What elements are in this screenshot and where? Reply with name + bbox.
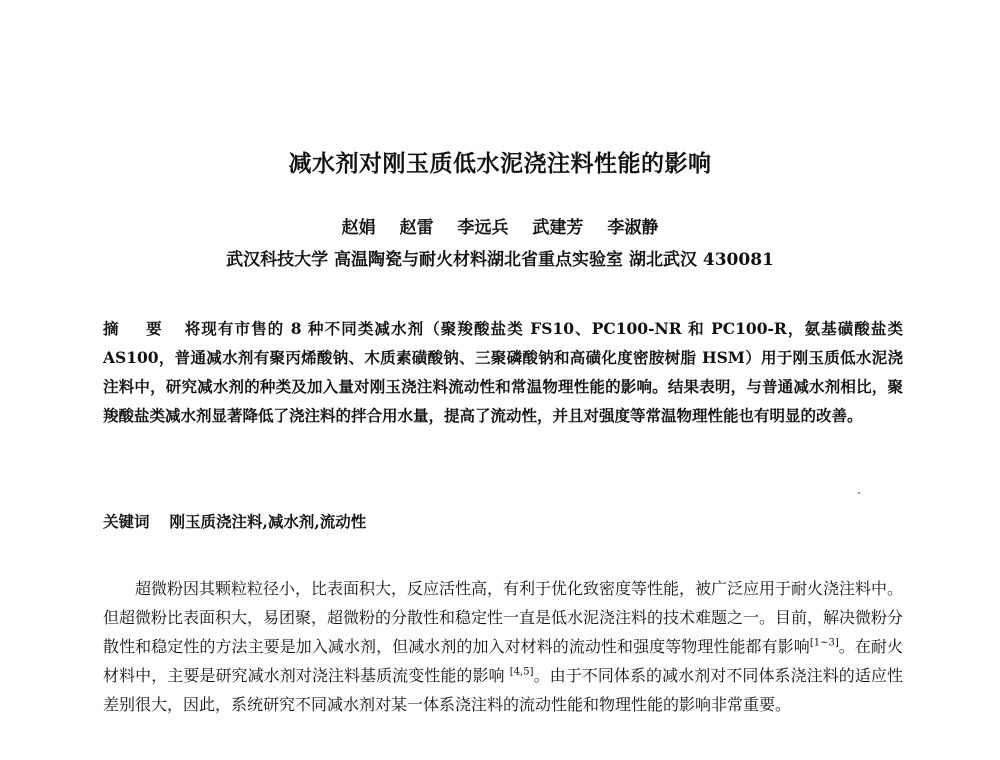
author-name: 赵雷 [399, 218, 434, 238]
author-name: 赵娟 [341, 218, 376, 238]
intro-paragraph [103, 574, 903, 719]
abstract-label: 摘 要 [103, 319, 173, 338]
keywords-label: 关键词 [103, 512, 150, 531]
author-affiliation: 武汉科技大学 高温陶瓷与耐火材料湖北省重点实验室 湖北武汉 430081 [226, 250, 774, 270]
paragraph-text: 。由于不同体系的减水剂对不同体系浇注料的适应性差别很大，因此，系统研究不同减水剂对某一体系浇注料的流动性能和物理性能的影响非常重要。 [103, 666, 903, 714]
paper-title: 减水剂对刚玉质低水泥浇注料性能的影响 [288, 151, 712, 177]
abstract-text: 将现有市售的 8 种不同类减水剂（聚羧酸盐类 FS10、PC100-NR 和 PC100-R，氨基磺酸盐类 AS100，普通减水剂有聚丙烯酸钠、木质素磺酸钠、三聚磷酸钠和高磺化度密胺树脂 HSM）用于刚玉质低水泥浇注料中，研究减水剂的种类及加入量对刚玉浇注料流动性和常温物理性能的影响。结果表明，与普通减水剂相比，聚羧酸盐类减水剂显著降低了浇注料的拌合用水量，提高了流动性，并且对强度等常温物理性能也有明显的改善。 [103, 319, 903, 425]
author-name: 武建芳 [532, 218, 584, 238]
author-name: 李远兵 [457, 218, 509, 238]
abstract-block [103, 314, 903, 430]
citation-ref: [1~3] [809, 637, 839, 649]
keywords-text: 刚玉质浇注料,减水剂,流动性 [169, 512, 367, 531]
paragraph-text: 。在耐火材料中，主要是研究减水剂对浇注料基质流变性能的影响 [103, 637, 903, 685]
keywords-block [103, 510, 903, 532]
paragraph-text: 超微粉因其颗粒粒径小，比表面积大，反应活性高，有利于优化致密度等性能，被广泛应用于耐火浇注料中。但超微粉比表面积大，易团聚，超微粉的分散性和稳定性一直是低水泥浇注料的技术难题之一。目前，解决微粉分散性和稳定性的方法主要是加入减水剂，但减水剂的加入对材料的流动性和强度等物理性能都有影响 [103, 579, 904, 656]
author-list [0, 213, 1000, 238]
scan-speck [858, 492, 860, 494]
author-name: 李淑静 [607, 218, 659, 238]
citation-ref: [4,5] [509, 666, 534, 678]
